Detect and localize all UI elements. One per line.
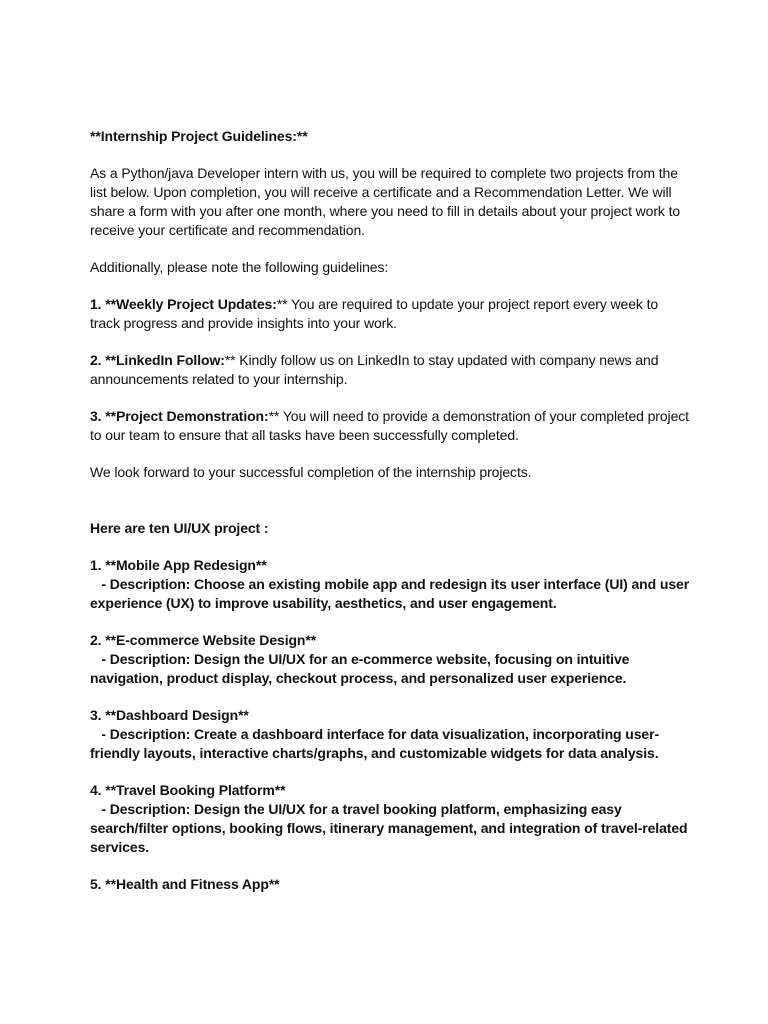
project-description: - Description: Create a dashboard interface for data visualization, incorporating user-friendly layouts, interactive charts/graphs, and customizable widgets for data analysis.: [90, 726, 660, 761]
project-title: 3. **Dashboard Design**: [90, 707, 249, 723]
guideline-marker: **: [268, 408, 280, 424]
guideline-title: LinkedIn Follow:: [115, 352, 225, 368]
closing-paragraph: We look forward to your successful completion of the internship projects.: [90, 464, 532, 480]
guideline-number: 3. **: [90, 408, 116, 424]
guidelines-heading: **Internship Project Guidelines:**: [90, 128, 308, 144]
document-body: [90, 127, 693, 894]
guideline-title: Weekly Project Updates:: [115, 296, 277, 312]
guideline-item: [90, 295, 690, 333]
project-title: 4. **Travel Booking Platform**: [90, 782, 286, 798]
project-title: 2. **E-commerce Website Design**: [90, 632, 317, 648]
guideline-marker: **: [276, 296, 288, 312]
project-title: 1. **Mobile App Redesign**: [90, 557, 267, 573]
intro-paragraph: As a Python/java Developer intern with us, you will be required to complete two projects from the list below. Upon completion, you will receive a certificate and a Recommendation Letter. We will share a form with you after one month, where you need to fill in details about your project work to receive your certificate and recommendation.: [90, 165, 681, 238]
guideline-marker: **: [224, 352, 236, 368]
project-description: - Description: Design the UI/UX for an e-commerce website, focusing on intuitive navigation, product display, checkout process, and personalized user experience.: [90, 651, 634, 686]
guideline-text: You will need to provide a demonstration of your completed project to our team to ensure that all tasks have been successfully completed.: [90, 408, 689, 443]
project-title: 5. **Health and Fitness App**: [90, 876, 280, 892]
guideline-text: Kindly follow us on LinkedIn to stay updated with company news and announcements related to your internship.: [90, 352, 659, 387]
guideline-number: 2. **: [90, 352, 116, 368]
projects-heading: Here are ten UI/UX project :: [90, 520, 269, 536]
guideline-number: 1. **: [90, 296, 116, 312]
guideline-title: Project Demonstration:: [115, 408, 269, 424]
project-description: - Description: Choose an existing mobile app and redesign its user interface (UI) and user experience (UX) to improve usability, aesthetics, and user engagement.: [90, 576, 693, 611]
guideline-text: You are required to update your project report every week to track progress and provide insights into your work.: [90, 296, 659, 331]
guideline-item: [90, 407, 690, 445]
guideline-item: [90, 351, 690, 389]
project-description: - Description: Design the UI/UX for a travel booking platform, emphasizing easy search/filter options, booking flows, itinerary management, and integration of travel-related services.: [90, 801, 692, 855]
additionally-paragraph: Additionally, please note the following guidelines:: [90, 259, 389, 275]
